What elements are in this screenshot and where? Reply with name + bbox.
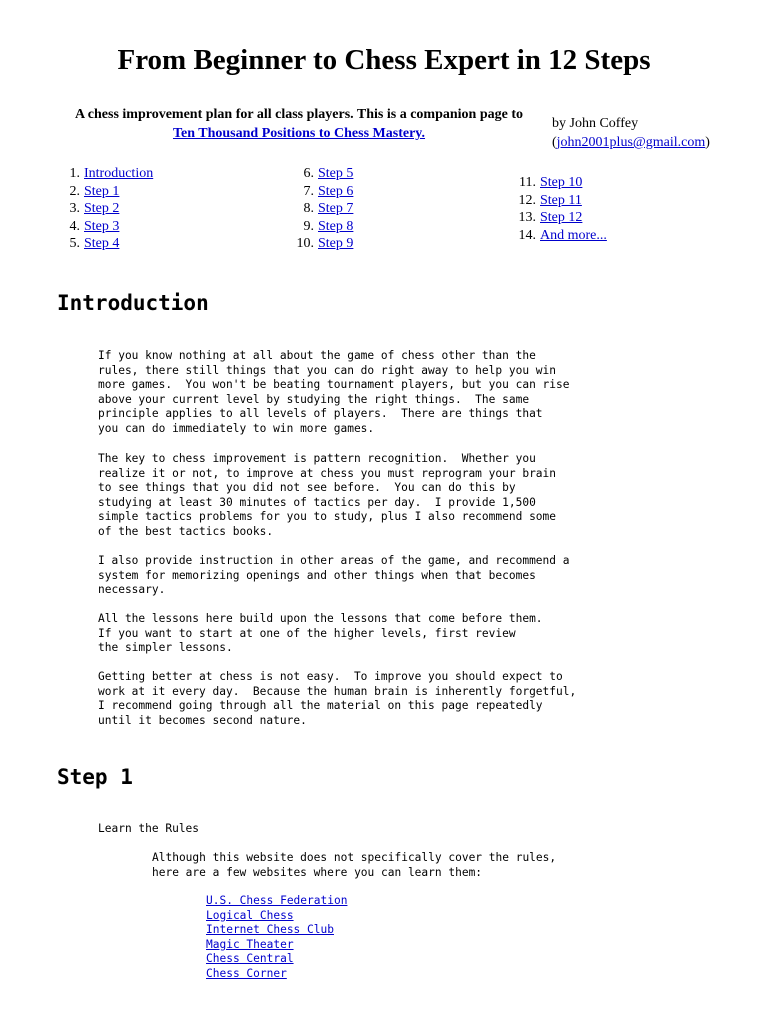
link-chess-corner[interactable]: Chess Corner	[206, 966, 287, 980]
toc-link-step-9[interactable]: Step 9	[318, 236, 354, 251]
link-logical-chess[interactable]: Logical Chess	[206, 908, 294, 922]
toc-number: 8.	[303, 201, 314, 216]
byline	[552, 114, 710, 152]
author-contact	[552, 133, 710, 152]
toc-number: 1.	[69, 166, 80, 181]
toc-item	[60, 165, 153, 183]
author-name: by John Coffey	[552, 116, 639, 131]
paren-open: (	[552, 135, 557, 150]
toc-number: 7.	[303, 183, 314, 199]
toc-link-step-4[interactable]: Step 4	[84, 236, 120, 251]
link-chess-central[interactable]: Chess Central	[206, 952, 294, 966]
link-internet-chess-club[interactable]: Internet Chess Club	[206, 923, 334, 937]
toc-item	[60, 235, 153, 253]
subtitle	[54, 105, 544, 143]
toc-item	[60, 200, 153, 218]
toc-link-introduction[interactable]: Introduction	[84, 166, 154, 181]
toc-item	[512, 192, 607, 210]
toc-item	[512, 209, 607, 227]
toc-number: 11.	[519, 175, 536, 190]
toc-column-1	[60, 165, 153, 253]
introduction-heading: Introduction	[57, 291, 209, 315]
toc-number: 4.	[69, 218, 80, 234]
rules-websites-list	[206, 894, 347, 982]
toc-link-step-2[interactable]: Step 2	[84, 201, 120, 216]
toc-number: 14.	[518, 227, 536, 243]
step-1-heading: Step 1	[57, 765, 133, 789]
toc-link-step-6[interactable]: Step 6	[318, 183, 354, 199]
subtitle-text: A chess improvement plan for all class players. This is a companion page to	[74, 107, 524, 122]
toc-item	[290, 200, 353, 218]
companion-book-link[interactable]: Ten Thousand Positions to Chess Mastery.	[172, 126, 426, 141]
toc-link-step-8[interactable]: Step 8	[318, 218, 354, 234]
intro-paragraph-1: If you know nothing at all about the game of chess other than the rules, there still things that you can do right away to help you win more games. You won't be beating tournament players, but you can rise above your current level by studying the right things. The same principle applies to all levels of players. There are things that you can do immediately to win more games.	[98, 349, 570, 435]
intro-paragraph-4: All the lessons here build upon the lessons that come before them. If you want to start at one of the higher levels, first review the simpler lessons.	[98, 612, 543, 655]
toc-number: 13.	[518, 210, 536, 225]
intro-paragraph-5: Getting better at chess is not easy. To improve you should expect to work at it every day. Because the human brain is inherently forgetful, I recommend going through all the material on this page repeatedly until it becomes second nature.	[98, 670, 577, 727]
email-link[interactable]: john2001plus@gmail.com	[556, 135, 706, 150]
toc-item	[290, 235, 353, 253]
link-us-chess-federation[interactable]: U.S. Chess Federation	[206, 894, 348, 907]
toc-item	[60, 218, 153, 236]
toc-number: 3.	[69, 201, 80, 216]
link-magic-theater[interactable]: Magic Theater	[206, 937, 294, 951]
intro-paragraph-2: The key to chess improvement is pattern recognition. Whether you realize it or not, to improve at chess you must reprogram your brain to see things that you did not see before. You can do this by studying at least 30 minutes of tactics per day. I provide 1,500 simple tactics problems for you to study, plus I also recommend some of the best tactics books.	[98, 452, 557, 538]
toc-link-step-11[interactable]: Step 11	[540, 192, 582, 208]
toc-number: 2.	[69, 183, 80, 199]
paren-close: )	[705, 135, 710, 150]
toc-column-2	[290, 165, 353, 253]
page-title: From Beginner to Chess Expert in 12 Steps	[117, 44, 651, 76]
toc-number: 5.	[69, 236, 80, 251]
toc-link-step-10[interactable]: Step 10	[540, 175, 583, 190]
toc-number: 12.	[518, 192, 536, 208]
toc-link-step-1[interactable]: Step 1	[84, 183, 120, 199]
toc-link-step-3[interactable]: Step 3	[84, 218, 120, 234]
toc-number: 6.	[303, 166, 314, 181]
toc-column-3	[512, 174, 607, 244]
step-1-text: Although this website does not specifically cover the rules, here are a few websites where you can learn them:	[152, 851, 557, 879]
toc-item	[290, 218, 353, 236]
toc-item	[512, 174, 607, 192]
toc-item	[512, 227, 607, 245]
toc-link-step-5[interactable]: Step 5	[318, 166, 354, 181]
toc-link-step-12[interactable]: Step 12	[540, 210, 583, 225]
toc-link-and-more[interactable]: And more...	[540, 227, 607, 243]
toc-number: 10.	[296, 236, 314, 251]
intro-paragraph-3: I also provide instruction in other areas of the game, and recommend a system for memorizing openings and other things when that becomes necessary.	[98, 554, 570, 597]
step-1-label: Learn the Rules	[98, 822, 200, 835]
toc-link-step-7[interactable]: Step 7	[318, 201, 354, 216]
toc-item	[290, 165, 353, 183]
toc-item	[290, 183, 353, 201]
toc-number: 9.	[303, 218, 314, 234]
toc-item	[60, 183, 153, 201]
